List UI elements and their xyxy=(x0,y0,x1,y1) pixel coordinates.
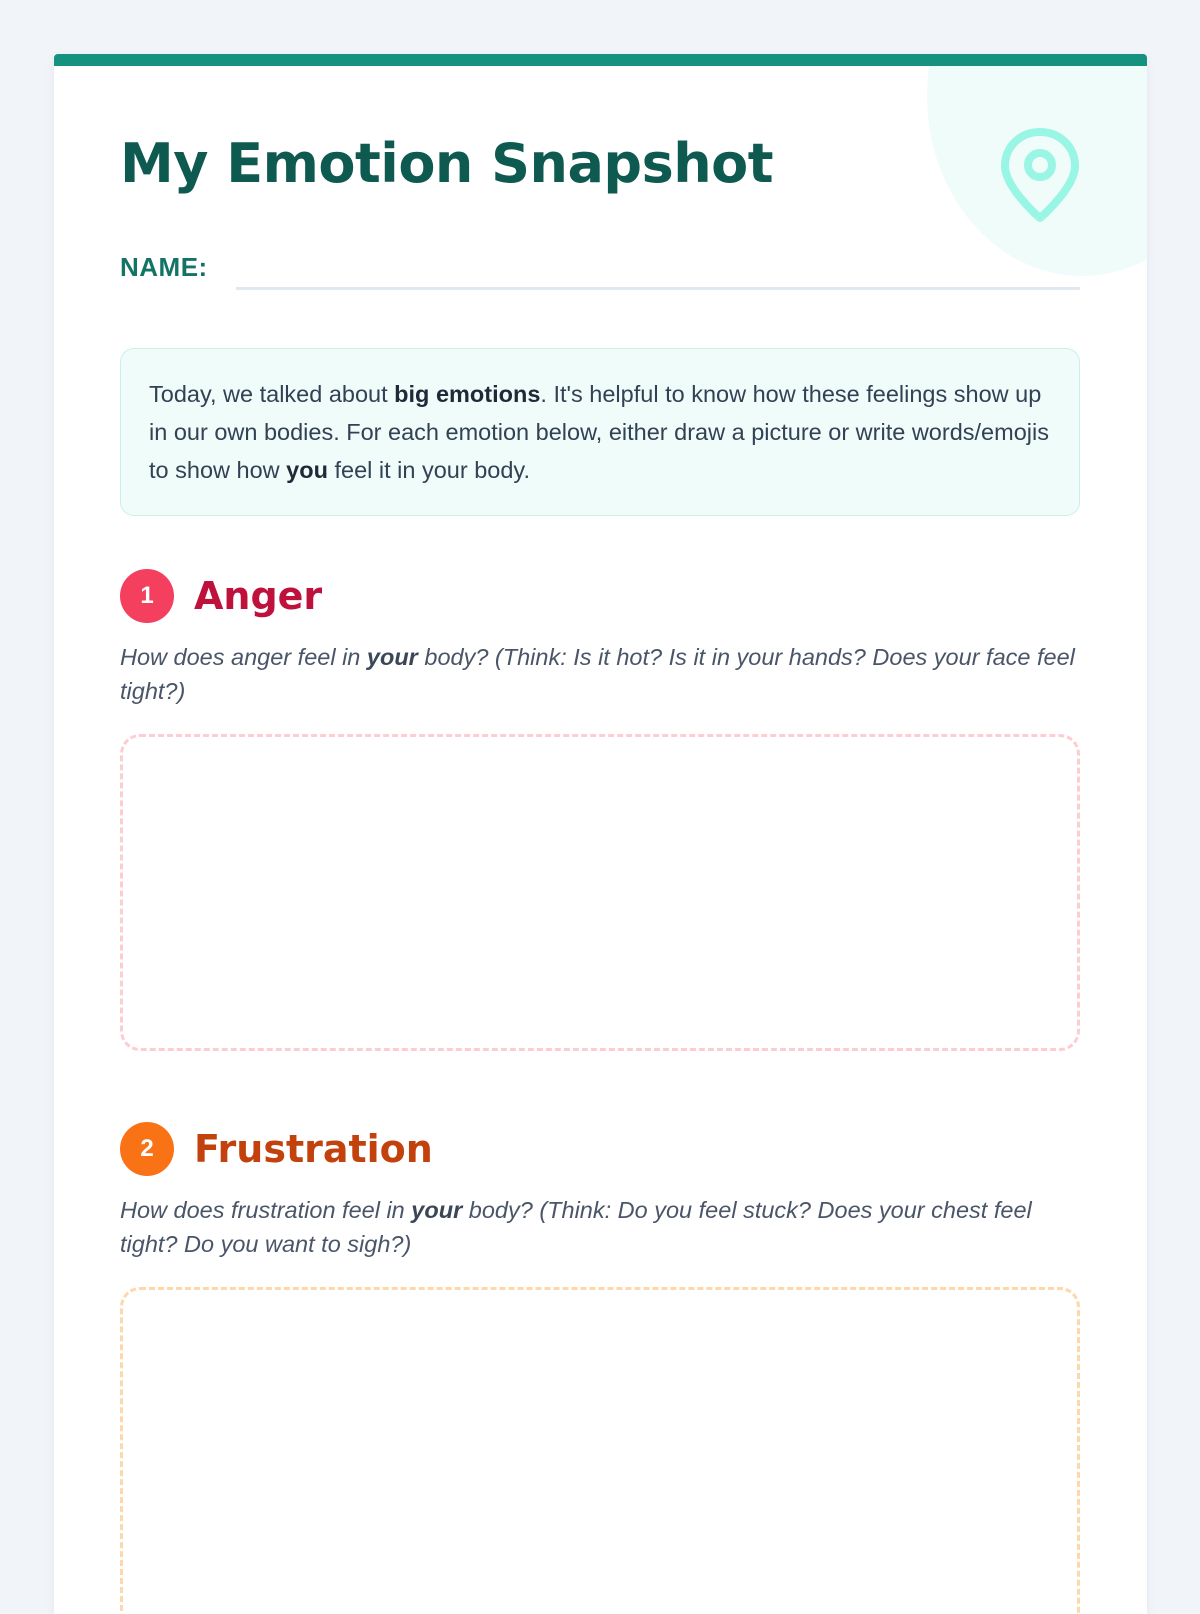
worksheet-card xyxy=(54,54,1147,1614)
name-label: NAME: xyxy=(120,252,208,282)
section-title: Anger xyxy=(194,574,323,618)
name-input[interactable] xyxy=(236,287,1080,290)
drawing-area-frustration[interactable] xyxy=(120,1287,1080,1614)
intro-box xyxy=(120,348,1080,516)
section-number-badge: 2 xyxy=(120,1122,174,1176)
page-title: My Emotion Snapshot xyxy=(120,132,774,195)
prompt-bold-text: your xyxy=(411,1197,463,1223)
prompt-text: body? (Think: Is it hot? Is it in your hands? Does your face feel tight?) xyxy=(120,644,1075,704)
section-title: Frustration xyxy=(194,1127,433,1171)
prompt-bold-text: your xyxy=(366,644,418,670)
section-prompt xyxy=(120,640,1080,708)
intro-text: feel it in your body. xyxy=(327,457,530,483)
prompt-text: How does frustration feel in xyxy=(120,1197,412,1223)
intro-text: Today, we talked about xyxy=(149,381,395,407)
section-header-frustration xyxy=(120,1122,433,1176)
map-pin-icon xyxy=(998,126,1082,226)
intro-bold-text: you xyxy=(286,457,328,483)
intro-text: . It's helpful to know how these feelings show up in our own bodies. For each emotion below, either draw a picture or write words/emojis to show how xyxy=(149,381,1049,483)
section-prompt xyxy=(120,1193,1080,1261)
prompt-text: How does anger feel in xyxy=(120,644,367,670)
intro-bold-text: big emotions xyxy=(394,381,541,407)
section-header-anger xyxy=(120,569,322,623)
section-number-badge: 1 xyxy=(120,569,174,623)
drawing-area-anger[interactable] xyxy=(120,734,1080,1051)
prompt-text: body? (Think: Do you feel stuck? Does your chest feel tight? Do you want to sigh?) xyxy=(120,1197,1032,1257)
